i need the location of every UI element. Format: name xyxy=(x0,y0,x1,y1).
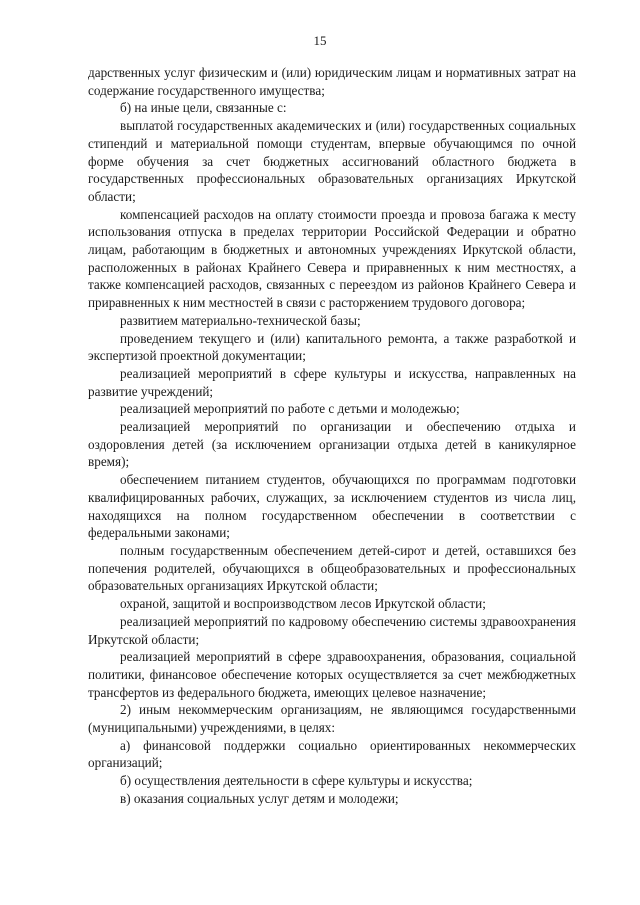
document-body xyxy=(88,64,576,808)
paragraph: дарственных услуг физическим и (или) юридическим лицам и нормативных затрат на содержание государственного имущества; xyxy=(88,65,576,98)
paragraph: выплатой государственных академических и (или) государственных социальных стипендий и материальной помощи студентам, впервые обучающимся по очной форме обучения за счет бюджетных ассигнований областного бюджета в государственных профессиональных образовательных организациях Иркутской области; xyxy=(88,118,576,204)
paragraph: развитием материально-технической базы; xyxy=(120,312,361,328)
paragraph: б) осуществления деятельности в сфере культуры и искусства; xyxy=(120,773,473,789)
paragraph: проведением текущего и (или) капитального ремонта, а также разработкой и экспертизой проектной документации; xyxy=(88,330,576,364)
paragraph: б) на иные цели, связанные с: xyxy=(120,100,287,116)
paragraph: охраной, защитой и воспроизводством лесов Иркутской области; xyxy=(120,596,486,612)
paragraph: 2) иным некоммерческим организациям, не являющимся государственными (муниципальными) учреждениями, в целях: xyxy=(88,702,576,736)
paragraph: реализацией мероприятий по кадровому обеспечению системы здравоохранения Иркутской области; xyxy=(88,613,576,647)
paragraph: в) оказания социальных услуг детям и молодежи; xyxy=(120,790,399,806)
paragraph: обеспечением питанием студентов, обучающихся по программам подготовки квалифицированных рабочих, служащих, за исключением студентов из числа лиц, находящихся на полном государственном обеспечении в соответствии с федеральными законами; xyxy=(88,472,576,541)
paragraph: компенсацией расходов на оплату стоимости проезда и провоза багажа к месту использования отпуска в пределах территории Российской Федерации и обратно лицам, работающим в бюджетных и автономных учреждениях Иркутской области, расположенных в районах Крайнего Севера и приравненных к ним местностях, а также компенсацией расходов, связанных с переездом из районов Крайнего Севера и приравненных к ним местностей в связи с расторжением трудового договора; xyxy=(88,206,576,311)
paragraph: а) финансовой поддержки социально ориентированных некоммерческих организаций; xyxy=(88,737,576,771)
paragraph: полным государственным обеспечением детей-сирот и детей, оставшихся без попечения родителей, обучающихся в общеобразовательных и профессиональных образовательных организациях Иркутской области; xyxy=(88,542,576,594)
paragraph: реализацией мероприятий по организации и обеспечению отдыха и оздоровления детей (за исключением организации отдыха детей в каникулярное время); xyxy=(88,419,576,470)
paragraph: реализацией мероприятий в сфере культуры и искусства, направленных на развитие учреждений; xyxy=(88,365,576,399)
paragraph: реализацией мероприятий в сфере здравоохранения, образования, социальной политики, финансовое обеспечение которых осуществляется за счет межбюджетных трансфертов из федерального бюджета, имеющих целевое назначение; xyxy=(88,649,576,700)
paragraph: реализацией мероприятий по работе с детьми и молодежью; xyxy=(120,401,460,417)
page-number: 15 xyxy=(313,33,327,48)
